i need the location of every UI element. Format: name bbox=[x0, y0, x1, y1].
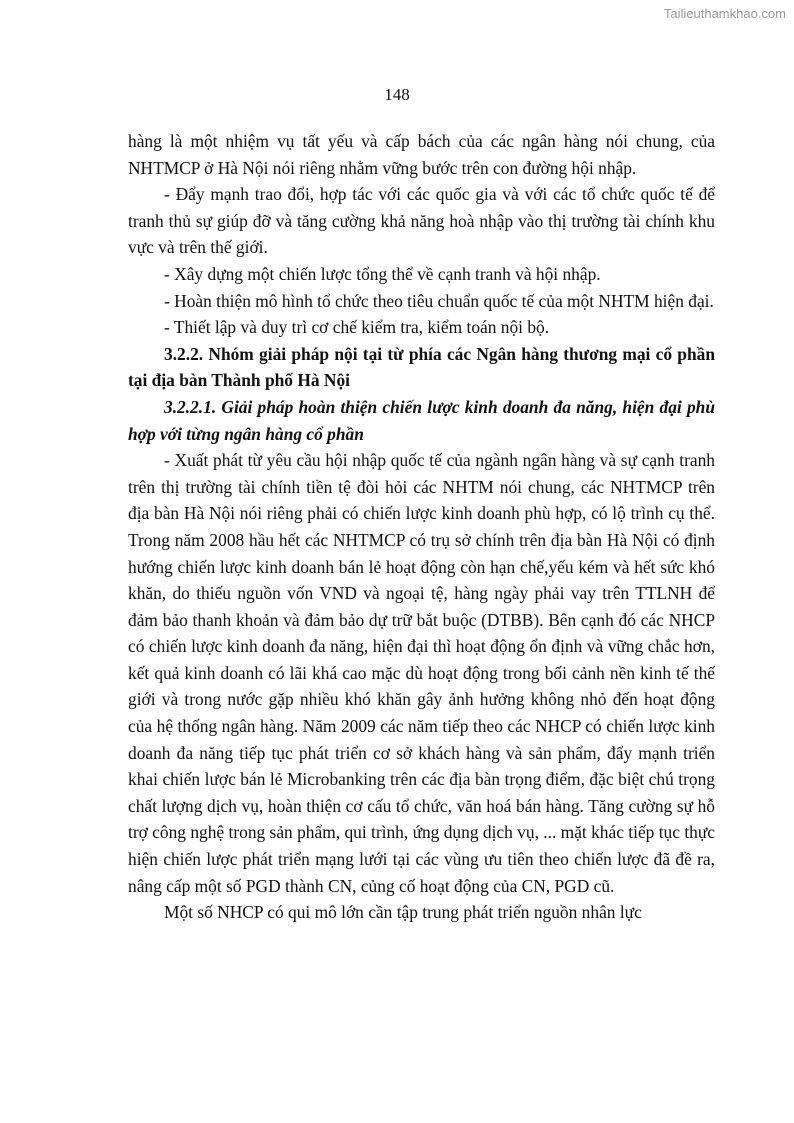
paragraph: - Thiết lập và duy trì cơ chế kiểm tra, kiểm toán nội bộ. bbox=[164, 317, 550, 338]
page-number: 148 bbox=[384, 85, 410, 104]
paragraph: - Xây dựng một chiến lược tổng thể về cạnh tranh và hội nhập. bbox=[164, 263, 601, 284]
section-heading: 3.2.2. Nhóm giải pháp nội tại từ phía các Ngân hàng thương mại cổ phần tại địa bàn Thành phố Hà Nội bbox=[128, 343, 715, 391]
paragraph: Một số NHCP có qui mô lớn cần tập trung phát triển nguồn nhân lực bbox=[164, 902, 642, 923]
document-body bbox=[128, 128, 715, 926]
paragraph: - Hoàn thiện mô hình tổ chức theo tiêu chuẩn quốc tế của một NHTM hiện đại. bbox=[164, 290, 714, 311]
paragraph: - Xuất phát từ yêu cầu hội nhập quốc tế của ngành ngân hàng và sự cạnh tranh trên thị trường tài chính tiền tệ đòi hỏi các NHTM nói chung, các NHTMCP trên địa bàn Hà Nội nói riêng phải có chiến lược kinh doanh phù hợp, có lộ trình cụ thể. Trong năm 2008 hầu hết các NHTMCP có trụ sở chính trên địa bàn Hà Nội có định hướng chiến lược kinh doanh bán lẻ hoạt động còn hạn chế,yếu kém và hết sức khó khăn, do thiếu nguồn vốn VND và ngoại tệ, hàng ngày phải vay trên TTLNH để đảm bảo thanh khoản và đảm bảo dự trữ bắt buộc (DTBB). Bên cạnh đó các NHCP có chiến lược kinh doanh đa năng, hiện đại thì hoạt động ổn định và vững chắc hơn, kết quả kinh doanh có lãi khá cao mặc dù hoạt động trong bối cảnh nền kinh tế thế giới và trong nước gặp nhiều khó khăn gây ảnh hưởng không nhỏ đến hoạt động của hệ thống ngân hàng. Năm 2009 các năm tiếp theo các NHCP có chiến lược kinh doanh đa năng tiếp tục phát triển cơ sở khách hàng và sản phẩm, đẩy mạnh triển khai chiến lược bán lẻ Microbanking trên các địa bàn trọng điểm, đặc biệt chú trọng chất lượng dịch vụ, hoàn thiện cơ cấu tổ chức, văn hoá bán hàng. Tăng cường sự hỗ trợ công nghệ trong sản phẩm, qui trình, ứng dụng dịch vụ, ... mặt khác tiếp tục thực hiện chiến lược phát triển mạng lưới tại các vùng ưu tiên theo chiến lược đã đề ra, nâng cấp một số PGD thành CN, củng cố hoạt động của CN, PGD cũ. bbox=[128, 450, 715, 896]
paragraph: - Đẩy mạnh trao đổi, hợp tác với các quốc gia và với các tổ chức quốc tế để tranh thủ sự giúp đỡ và tăng cường khả năng hoà nhập vào thị trường tài chính khu vực và trên thế giới. bbox=[128, 184, 715, 258]
subsection-heading: 3.2.2.1. Giải pháp hoàn thiện chiến lược kinh doanh đa năng, hiện đại phù hợp với từng ngân hàng cổ phần bbox=[128, 396, 715, 444]
watermark: Tailieuthamkhao.com bbox=[663, 6, 786, 21]
paragraph: hàng là một nhiệm vụ tất yếu và cấp bách của các ngân hàng nói chung, của NHTMCP ở Hà Nội nói riêng nhằm vững bước trên con đường hội nhập. bbox=[128, 131, 715, 178]
